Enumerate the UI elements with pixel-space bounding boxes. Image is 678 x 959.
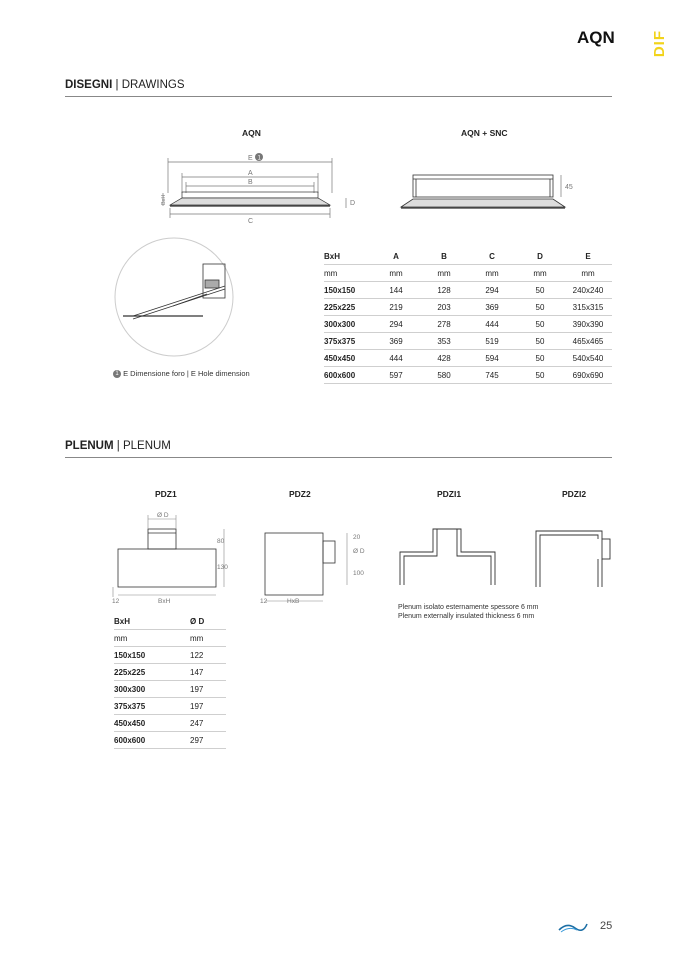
unit-cell: mm	[420, 265, 468, 282]
size-cell: 150x150	[114, 647, 190, 664]
fig-label-aqn-snc: AQN + SNC	[461, 128, 508, 138]
value-cell: 247	[190, 715, 226, 732]
value-cell: 745	[468, 367, 516, 384]
size-cell: 225x225	[324, 299, 372, 316]
insulation-note	[398, 603, 538, 621]
aqn-section-drawing	[150, 148, 370, 228]
dim-b: B	[248, 179, 253, 186]
fig-label-pdz2: PDZ2	[289, 489, 311, 499]
insulation-note-it: Plenum isolato esternamente spessore 6 mm	[398, 604, 539, 611]
unit-cell: mm	[114, 630, 190, 647]
value-cell: 50	[516, 299, 564, 316]
dim-od: Ø D	[157, 512, 169, 519]
value-cell: 315x315	[564, 299, 612, 316]
value-cell: 594	[468, 350, 516, 367]
dim-bxh: BxH	[158, 598, 171, 605]
value-cell: 144	[372, 282, 420, 299]
drawings-section-title: DISEGNI | DRAWINGS	[65, 79, 185, 91]
pdz2-drawing	[255, 525, 375, 605]
value-cell: 580	[420, 367, 468, 384]
unit-cell: mm	[564, 265, 612, 282]
insulation-note-en: Plenum externally insulated thickness 6 mm	[398, 613, 535, 620]
value-cell: 369	[468, 299, 516, 316]
dim-a: A	[248, 170, 253, 177]
value-cell: 278	[420, 316, 468, 333]
value-cell: 50	[516, 350, 564, 367]
table-row	[324, 350, 612, 367]
size-cell: 300x300	[114, 681, 190, 698]
plenum-section-title: PLENUM | PLENUM	[65, 440, 171, 452]
col-header: C	[468, 248, 516, 265]
size-cell: 450x450	[114, 715, 190, 732]
col-header: E	[564, 248, 612, 265]
unit-cell: mm	[468, 265, 516, 282]
size-cell: 150x150	[324, 282, 372, 299]
table-units-row	[114, 630, 226, 647]
plenum-title-bold: PLENUM	[65, 440, 114, 452]
value-cell: 122	[190, 647, 226, 664]
note-text-it: E Dimensione foro	[123, 369, 185, 378]
value-cell: 444	[468, 316, 516, 333]
value-cell: 444	[372, 350, 420, 367]
dimensions-table	[324, 248, 612, 384]
value-cell: 428	[420, 350, 468, 367]
unit-cell: mm	[190, 630, 226, 647]
value-cell: 50	[516, 333, 564, 350]
value-cell: 353	[420, 333, 468, 350]
page-number: 25	[600, 920, 613, 932]
dim-100: 100	[353, 570, 364, 577]
value-cell: 597	[372, 367, 420, 384]
table-row	[114, 715, 226, 732]
pdzi1-drawing	[395, 525, 505, 590]
unit-cell: mm	[516, 265, 564, 282]
fig-label-pdz1: PDZ1	[155, 489, 177, 499]
value-cell: 519	[468, 333, 516, 350]
dim-bxh: BxH	[161, 194, 167, 205]
value-cell: 294	[468, 282, 516, 299]
size-cell: 600x600	[324, 367, 372, 384]
table-row	[324, 367, 612, 384]
pdzi2-drawing	[530, 525, 620, 590]
value-cell: 297	[190, 732, 226, 749]
plenum-table	[114, 613, 226, 749]
value-cell: 369	[372, 333, 420, 350]
col-header: B	[420, 248, 468, 265]
value-cell: 540x540	[564, 350, 612, 367]
table-row	[114, 664, 226, 681]
value-cell: 203	[420, 299, 468, 316]
size-cell: 300x300	[324, 316, 372, 333]
value-cell: 294	[372, 316, 420, 333]
col-header: BxH	[114, 613, 190, 630]
dim-c: C	[248, 218, 254, 225]
col-header: BxH	[324, 248, 372, 265]
dim-e-mark: 1	[257, 155, 261, 162]
value-cell: 147	[190, 664, 226, 681]
section-side-tab: DIF	[651, 30, 668, 58]
col-header: A	[372, 248, 420, 265]
table-row	[114, 647, 226, 664]
table-row	[114, 732, 226, 749]
size-cell: 375x375	[114, 698, 190, 715]
col-header: Ø D	[190, 613, 226, 630]
plenum-title-rest: PLENUM	[122, 440, 171, 452]
value-cell: 50	[516, 316, 564, 333]
value-cell: 50	[516, 367, 564, 384]
dim-12: 12	[260, 598, 268, 605]
dim-hxb: HxB	[287, 598, 300, 605]
table-row	[114, 681, 226, 698]
note-marker-icon: 1	[113, 370, 121, 378]
hole-dimension-note: 1 E Dimensione foro | E Hole dimension	[113, 369, 250, 378]
table-header-row	[114, 613, 226, 630]
section-divider	[65, 96, 612, 97]
value-cell: 197	[190, 698, 226, 715]
value-cell: 690x690	[564, 367, 612, 384]
value-cell: 465x465	[564, 333, 612, 350]
product-code: AQN	[577, 28, 615, 47]
value-cell: 197	[190, 681, 226, 698]
size-cell: 225x225	[114, 664, 190, 681]
unit-cell: mm	[372, 265, 420, 282]
col-header: D	[516, 248, 564, 265]
fig-label-aqn: AQN	[242, 128, 261, 138]
value-cell: 219	[372, 299, 420, 316]
unit-cell: mm	[324, 265, 372, 282]
section-divider	[65, 457, 612, 458]
pdz1-drawing	[110, 505, 240, 605]
dim-h45: 45	[565, 184, 573, 191]
dim-80: 80	[217, 538, 225, 545]
size-cell: 375x375	[324, 333, 372, 350]
drawings-title-rest: DRAWINGS	[121, 79, 185, 91]
size-cell: 600x600	[114, 732, 190, 749]
fig-label-pdzi1: PDZI1	[437, 489, 462, 499]
aqn-snc-section-drawing	[395, 165, 585, 215]
dim-12: 12	[112, 598, 120, 605]
dim-d: D	[350, 200, 356, 207]
table-row	[324, 316, 612, 333]
wave-logo-icon	[557, 920, 589, 934]
dim-e: E	[248, 155, 253, 162]
size-cell: 450x450	[324, 350, 372, 367]
dim-130: 130	[217, 564, 228, 571]
value-cell: 50	[516, 282, 564, 299]
note-text-en: E Hole dimension	[190, 369, 250, 378]
table-row	[324, 282, 612, 299]
dim-20: 20	[353, 534, 361, 541]
fig-label-pdzi2: PDZI2	[562, 489, 587, 499]
table-row	[324, 299, 612, 316]
dim-od: Ø D	[353, 548, 365, 555]
table-row	[114, 698, 226, 715]
table-row	[324, 333, 612, 350]
table-header-row	[324, 248, 612, 265]
detail-circle-drawing	[113, 236, 235, 358]
drawings-title-bold: DISEGNI	[65, 79, 113, 91]
value-cell: 128	[420, 282, 468, 299]
value-cell: 240x240	[564, 282, 612, 299]
value-cell: 390x390	[564, 316, 612, 333]
table-units-row	[324, 265, 612, 282]
